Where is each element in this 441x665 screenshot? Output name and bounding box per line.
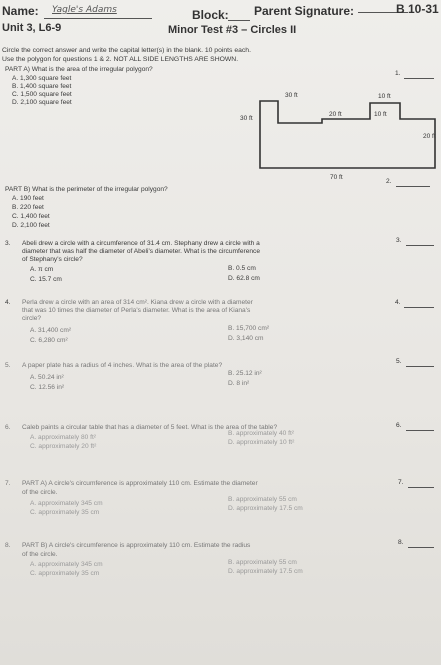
instruction-line-1: Circle the correct answer and write the capital letter(s) in the blank. 10 points each. [2, 47, 251, 54]
q3-line-2: diameter that was half the diameter of Abeli's diameter. What is the circumference [22, 248, 261, 255]
q2-choice-d[interactable]: D. 2,100 feet [12, 222, 50, 229]
q1-text: PART A) What is the area of the irregular polygon? [5, 66, 153, 73]
polygon-outline [260, 101, 435, 168]
name-value: Yagle's Adams [52, 5, 117, 15]
q6-choice-a[interactable]: A. approximately 80 ft² [30, 434, 96, 441]
q3-answer-blank[interactable] [406, 245, 434, 246]
q8-number: 8. [5, 542, 11, 549]
q7-choice-d[interactable]: D. approximately 17.5 cm [228, 505, 303, 512]
test-code: B 10-31 [396, 2, 439, 16]
label-20ft-right: 20 ft [423, 133, 436, 140]
irregular-polygon-diagram [240, 86, 440, 181]
label-20ft-step: 20 ft [329, 111, 342, 118]
q3-number: 3. [5, 240, 11, 247]
q1-answer-number: 1. [395, 70, 401, 77]
q8-choice-b[interactable]: B. approximately 55 cm [228, 559, 297, 566]
q7-answer-number: 7. [398, 479, 404, 486]
q3-choice-b[interactable]: B. 0.5 cm [228, 265, 256, 272]
name-underline [44, 18, 152, 19]
q1-choice-b[interactable]: B. 1,400 square feet [12, 83, 72, 90]
q6-choice-d[interactable]: D. approximately 10 ft² [228, 439, 295, 446]
q3-answer-number: 3. [396, 237, 402, 244]
q3-choice-d[interactable]: D. 62.8 cm [228, 275, 260, 282]
q5-answer-blank[interactable] [406, 366, 434, 367]
q7-choice-a[interactable]: A. approximately 345 cm [30, 500, 103, 507]
q4-answer-blank[interactable] [404, 307, 434, 308]
parent-signature-label: Parent Signature: [254, 4, 355, 18]
q4-choice-c[interactable]: C. 6,280 cm² [30, 337, 68, 344]
q8-choice-d[interactable]: D. approximately 17.5 cm [228, 568, 303, 575]
q7-number: 7. [5, 480, 11, 487]
q3-choice-a[interactable]: A. π cm [30, 266, 54, 273]
label-10ft-top: 10 ft [378, 93, 391, 100]
q5-choice-d[interactable]: D. 8 in² [228, 380, 250, 387]
test-title: Minor Test #3 – Circles II [168, 24, 297, 36]
q7-answer-blank[interactable] [408, 487, 434, 488]
q4-line-1: Perla drew a circle with an area of 314 cm². Kiana drew a circle with a diameter [22, 299, 253, 306]
label-70ft-bottom: 70 ft [330, 174, 343, 181]
name-label: Name: [2, 4, 39, 18]
q4-choice-b[interactable]: B. 15,700 cm² [228, 325, 270, 332]
q6-answer-blank[interactable] [406, 430, 434, 431]
q4-choice-a[interactable]: A. 31,400 cm² [30, 327, 72, 334]
q2-choice-c[interactable]: C. 1,400 feet [12, 213, 50, 220]
q2-answer-blank[interactable] [396, 186, 430, 187]
q7-line-1: PART A) A circle's circumference is approximately 110 cm. Estimate the diameter [22, 480, 258, 487]
q5-answer-number: 5. [396, 358, 402, 365]
q7-choice-c[interactable]: C. approximately 35 cm [30, 509, 100, 516]
label-30ft-top: 30 ft [285, 92, 298, 99]
q2-choice-a[interactable]: A. 190 feet [12, 195, 44, 202]
q7-choice-b[interactable]: B. approximately 55 cm [228, 496, 297, 503]
label-30ft-left: 30 ft [240, 115, 253, 122]
q2-text: PART B) What is the perimeter of the irregular polygon? [5, 186, 168, 193]
q1-answer-blank[interactable] [404, 78, 434, 79]
label-10ft-step: 10 ft [374, 111, 387, 118]
q4-answer-number: 4. [395, 299, 401, 306]
q8-line-2: of the circle. [22, 551, 58, 558]
instruction-line-2: Use the polygon for questions 1 & 2. NOT ALL SIDE LENGTHS ARE SHOWN. [2, 56, 239, 63]
q1-choice-c[interactable]: C. 1,500 square feet [12, 91, 72, 98]
q5-choice-b[interactable]: B. 25.12 in² [228, 370, 262, 377]
q8-line-1: PART B) A circle's circumference is approximately 110 cm. Estimate the radius [22, 542, 251, 549]
q2-answer-number: 2. [386, 178, 392, 185]
q5-choice-a[interactable]: A. 50.24 in² [30, 374, 64, 381]
q4-number: 4. [5, 299, 11, 306]
q8-choice-a[interactable]: A. approximately 345 cm [30, 561, 103, 568]
block-label: Block: [192, 8, 229, 22]
q3-choice-c[interactable]: C. 15.7 cm [30, 276, 62, 283]
q5-choice-c[interactable]: C. 12.56 in² [30, 384, 65, 391]
q5-number: 5. [5, 362, 11, 369]
q8-choice-c[interactable]: C. approximately 35 cm [30, 570, 100, 577]
q8-answer-blank[interactable] [408, 547, 434, 548]
q3-line-3: of Stephany's circle? [22, 256, 83, 263]
q1-choice-d[interactable]: D. 2,100 square feet [12, 99, 72, 106]
q4-line-3: circle? [22, 315, 42, 322]
q6-choice-c[interactable]: C. approximately 20 ft² [30, 443, 97, 450]
q6-line-1: Caleb paints a circular table that has a diameter of 5 feet. What is the area of the table? [22, 424, 278, 431]
q2-choice-b[interactable]: B. 220 feet [12, 204, 44, 211]
q8-answer-number: 8. [398, 539, 404, 546]
unit-label: Unit 3, L6-9 [2, 22, 62, 34]
q6-answer-number: 6. [396, 422, 402, 429]
q1-choice-a[interactable]: A. 1,300 square feet [12, 75, 72, 82]
q6-number: 6. [5, 424, 11, 431]
q4-choice-d[interactable]: D. 3,140 cm [228, 335, 264, 342]
block-underline [228, 20, 250, 21]
q3-line-1: Abeli drew a circle with a circumference of 31.4 cm. Stephany drew a circle with a [22, 240, 260, 247]
q5-line-1: A paper plate has a radius of 4 inches. What is the area of the plate? [22, 362, 223, 369]
q4-line-2: that was 10 times the diameter of Perla's diameter. What is the area of Kiana's [22, 307, 251, 314]
q6-choice-b[interactable]: B. approximately 40 ft² [228, 430, 294, 437]
q7-line-2: of the circle. [22, 489, 58, 496]
